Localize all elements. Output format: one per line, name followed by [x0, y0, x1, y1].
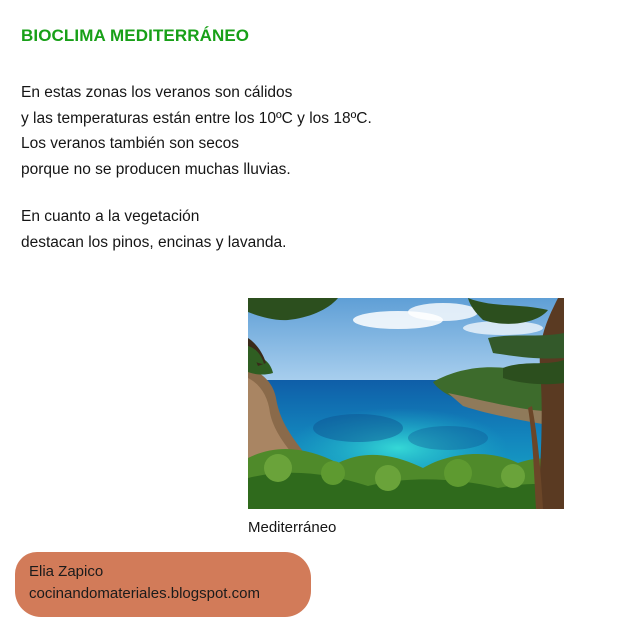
text-line: y las temperaturas están entre los 10ºC y los 18ºC. — [21, 109, 372, 127]
text-line: En estas zonas los veranos son cálidos — [21, 84, 293, 101]
text-line: destacan los pinos, encinas y lavanda. — [21, 233, 287, 251]
text-line: porque no se producen muchas lluvias. — [21, 160, 291, 178]
climate-paragraph — [21, 80, 372, 182]
credit-box — [15, 552, 311, 617]
credit-author: Elia Zapico — [29, 563, 104, 580]
page-title: BIOCLIMA MEDITERRÁNEO — [21, 26, 250, 45]
mediterranean-coast-photo — [248, 298, 564, 509]
text-line: En cuanto a la vegetación — [21, 208, 200, 225]
image-caption: Mediterráneo — [248, 519, 337, 536]
text-line: Los veranos también son secos — [21, 135, 239, 152]
vegetation-paragraph — [21, 204, 286, 255]
credit-site: cocinandomateriales.blogspot.com — [29, 585, 260, 602]
